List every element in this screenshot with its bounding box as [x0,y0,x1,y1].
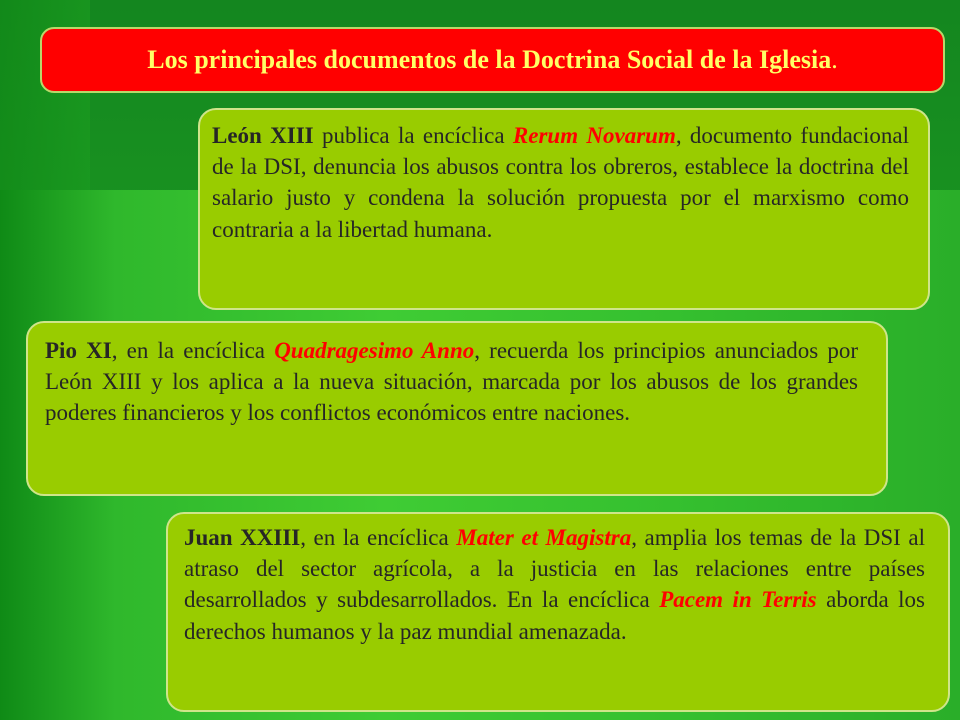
title-banner [40,27,945,93]
encyclical-title: Quadragesimo Anno [274,338,475,363]
card-body-text: , recuerda los principios anunciados por León XIII y los aplica a la nueva situación, marcada por los abusos de los grandes poderes financieros y los conflictos económicos entre naciones. [45,338,858,426]
pope-name: Juan XXIII [184,525,301,550]
card-body-text-2: aborda los derechos humanos y la paz mundial amenazada. [184,587,926,644]
card-lead-text: publica la encíclica [313,123,513,148]
card-juan-xxiii [166,512,950,712]
card-lead-text: , en la encíclica [111,338,275,363]
card-leon-xiii [198,108,930,310]
card-pio-xi [26,321,888,496]
pope-name: León XIII [212,123,314,148]
page-title [147,45,837,75]
encyclical-title: Mater et Magistra [456,525,632,550]
card-body-text: , documento fundacional de la DSI, denuncia los abusos contra los obreros, establece la doctrina del salario justo y condena la solución propuesta por el marxismo como contraria a la libertad humana. [212,123,910,242]
card-body-text: , amplia los temas de la DSI al atraso del sector agrícola, a la justicia en las relaciones entre países desarrollados y subdesarrollados. En la encíclica [184,525,926,613]
encyclical-title-2: Pacem in Terris [659,587,817,613]
card-lead-text: , en la encíclica [300,525,457,550]
page-title-text: Los principales documentos de la Doctrina Social de la Iglesia [147,45,832,74]
pope-name: Pio XI [45,338,112,363]
encyclical-title: Rerum Novarum [512,123,676,148]
page-title-period: . [831,45,838,74]
